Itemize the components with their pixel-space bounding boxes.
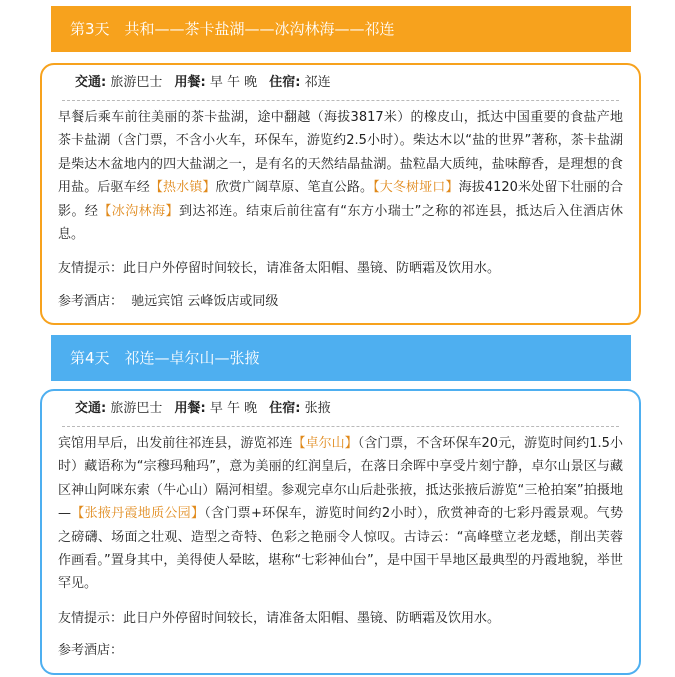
day3-number: 第3天	[70, 20, 110, 38]
meal-label: 用餐:	[174, 75, 206, 90]
day3-header	[51, 6, 631, 52]
day4-card	[40, 389, 641, 675]
day3-hotel	[58, 292, 629, 312]
desc-text: （含门票+环保车，游览时间约2小时），欣赏神奇的七彩丹霞景观。气势之磅礴、场面之壮观、造型之奇特、色彩之艳丽令人惊叹。古诗云：“高峰壁立老龙蟋，削出芙蓉作画看。”置身其中，美得使人晕眩，堪称“七彩神仙台”，是中国干旱地区最典型的丹霞地貌，举世罕见。	[58, 506, 623, 592]
highlight-dadongshu-pass: 【大冬树垭口】	[373, 180, 459, 196]
day4-info-row	[62, 391, 619, 427]
meal-value: 早 午 晚	[209, 401, 258, 416]
day4-number: 第4天	[70, 349, 110, 367]
day3-info-row	[62, 65, 619, 101]
highlight-reshui-town: 【热水镇】	[149, 180, 216, 196]
transport-label: 交通:	[75, 75, 107, 90]
stay-label: 住宿:	[269, 75, 301, 90]
day4-tip: 友情提示：此日户外停留时间较长，请准备太阳帽、墨镜、防晒霜及饮用水。	[58, 611, 501, 626]
desc-text: 欣赏广阔草原、笔直公路。	[215, 180, 374, 196]
hotel-label: 参考酒店：	[58, 294, 124, 309]
day4-header	[51, 335, 631, 381]
highlight-binggou-forest: 【冰沟林海】	[98, 203, 179, 219]
highlight-zhangye-danxia-park: 【张掖丹霞地质公园】	[71, 506, 205, 522]
desc-text: 海拔4120米处留下壮丽的合影。经	[58, 180, 623, 219]
desc-text: 宾馆用早后，出发前往祁连县，游览祁连	[58, 436, 293, 451]
meal-value: 早 午 晚	[209, 75, 258, 90]
transport-value: 旅游巴士	[110, 75, 163, 90]
hotel-label: 参考酒店：	[58, 643, 124, 658]
desc-text: （含门票，不含环保车20元，游览时间约1.5小时）藏语称为“宗穆玛釉玛”，意为美丽的红润皇后，在落日余晖中享受片刻宁静，卓尔山景区与藏区神山阿咪东索（牛心山）隔河相望。参观完卓尔山后赴张掖，抵达张掖后游览“三枪拍案”拍摄地—	[58, 436, 623, 522]
stay-value: 祁连	[304, 75, 331, 90]
day4-hotel	[58, 641, 629, 661]
transport-label: 交通:	[75, 401, 107, 416]
day4-description	[58, 432, 623, 596]
day3-description	[58, 106, 623, 246]
day3-tip: 友情提示：此日户外停留时间较长，请准备太阳帽、墨镜、防晒霜及饮用水。	[58, 261, 501, 276]
hotel-value: 驰远宾馆 云峰饭店或同级	[131, 294, 279, 309]
highlight-zhuoer-mountain: 【卓尔山】	[292, 436, 358, 451]
stay-value: 张掖	[304, 401, 331, 416]
desc-text: 到达祁连。结束后前往富有“东方小瑞士”之称的祁连县，抵达后入住酒店休息。	[58, 203, 623, 243]
desc-text: 早餐后乘车前往美丽的茶卡盐湖，途中翻越（海拔3817米）的橡皮山，抵达中国重要的食盐产地茶卡盐湖（含门票，不含小火车，环保车，游览约2.5小时）。柴达木以“盐的世界”著称，茶卡盐湖是柴达木盆地内的四大盐湖之一，是有名的天然结晶盐湖。盐粒晶大质纯，盐味醇香，是理想的食用盐。后驱车经	[58, 110, 623, 196]
day4-route: 祁连—卓尔山—张掖	[124, 349, 260, 367]
stay-label: 住宿:	[269, 401, 301, 416]
day3-card	[40, 63, 641, 325]
meal-label: 用餐:	[174, 401, 206, 416]
day3-route: 共和——茶卡盐湖——冰沟林海——祁连	[124, 20, 395, 38]
transport-value: 旅游巴士	[110, 401, 163, 416]
